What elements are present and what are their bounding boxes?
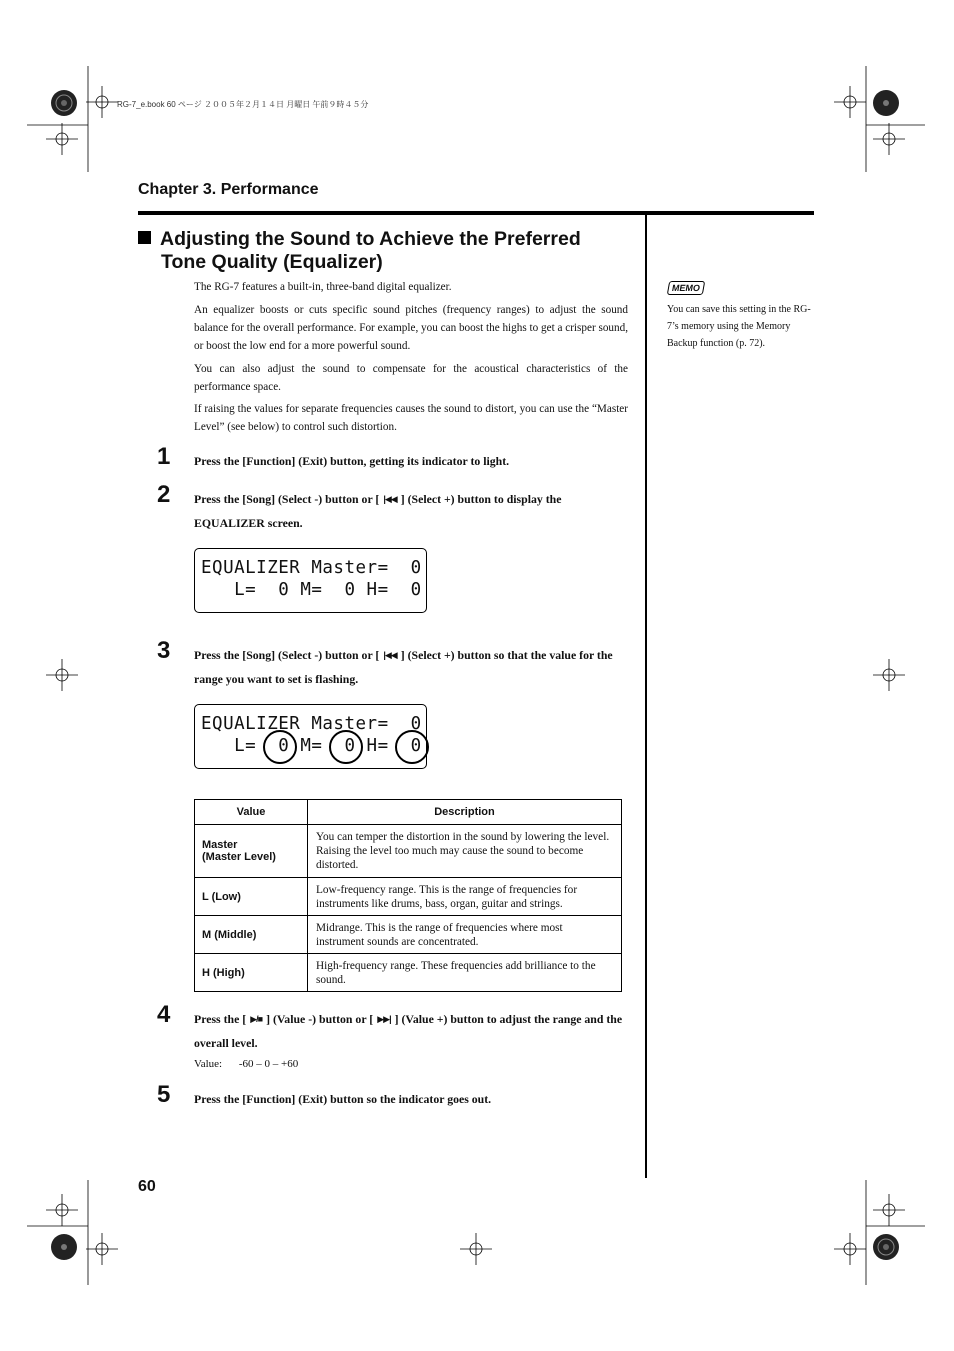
table-cell-description: You can temper the distortion in the sound by lowering the level. Raising the level too much may cause the sound to become distorted.	[308, 825, 622, 878]
print-header: RG-7_e.book 60 ページ ２００５年２月１４日 月曜日 午前９時４５分	[117, 100, 369, 109]
step-text-part: Press the [Song] (Select -) button or [	[194, 492, 380, 506]
value-range-label: Value:	[194, 1058, 223, 1070]
lcd-display-highlighted	[194, 704, 427, 769]
table-row	[195, 916, 622, 954]
table-row	[195, 878, 622, 916]
highlight-circle-mid	[329, 730, 363, 764]
column-header: Description	[308, 800, 622, 825]
memo-icon: MEMO	[667, 281, 705, 295]
paragraph: The RG-7 features a built-in, three-band digital equalizer.	[194, 281, 452, 293]
lcd-display	[194, 548, 427, 613]
table-cell-value: H (High)	[195, 954, 308, 992]
step-number: 3	[157, 637, 171, 664]
value-range	[194, 1058, 298, 1070]
paragraph: If raising the values for separate frequencies causes the sound to distort, you can use the “Master Level” (see below) to control such distortion.	[194, 403, 628, 433]
paragraph: You can also adjust the sound to compensate for the acoustical characteristics of the performance space.	[194, 363, 628, 393]
table-header-row	[195, 800, 622, 825]
table-row	[195, 825, 622, 878]
memo-text: You can save this setting in the RG-7’s memory using the Memory Backup function (p. 72).	[667, 304, 811, 349]
paragraph: An equalizer boosts or cuts specific sound pitches (frequency ranges) to adjust the sound balance for the overall performance. For example, you can boost the highs to get a crisper sound, or boost the low end for a more powerful sound.	[194, 304, 628, 352]
table-cell-value: M (Middle)	[195, 916, 308, 954]
lcd-line-1: EQUALIZER Master= 0	[201, 714, 422, 734]
step-text-part: ] (Value -) button or [	[266, 1012, 374, 1026]
step-number: 1	[157, 443, 171, 470]
table-cell-value: L (Low)	[195, 878, 308, 916]
highlight-circle-high	[395, 730, 429, 764]
previous-track-icon: |◀◀	[383, 650, 397, 660]
page-number: 60	[138, 1178, 156, 1195]
step-text-part: ] (Value +) button to adjust the range and the overall level.	[194, 1012, 623, 1050]
step-text-part: Press the [	[194, 1012, 247, 1026]
step-number: 5	[157, 1081, 171, 1108]
value-range-values: -60 – 0 – +60	[238, 1058, 299, 1070]
step-text	[194, 1007, 629, 1055]
play-stop-icon: ▶/■	[250, 1014, 263, 1024]
top-rule	[138, 211, 814, 215]
equalizer-table	[194, 799, 622, 992]
step-text: Press the [Function] (Exit) button, getting its indicator to light.	[194, 454, 510, 468]
table-cell-description: High-frequency range. These frequencies add brilliance to the sound.	[308, 954, 622, 992]
table-cell-description: Low-frequency range. This is the range of frequencies for instruments like drums, bass, organ, guitar and strings.	[308, 878, 622, 916]
highlight-circle-low	[263, 730, 297, 764]
step-number: 4	[157, 1001, 171, 1028]
lcd-line-2: L= 0 M= 0 H= 0	[201, 580, 422, 600]
section-title	[138, 228, 638, 274]
lcd-line-2: L= 0 M= 0 H= 0	[201, 736, 422, 756]
column-divider	[645, 215, 647, 1178]
column-header: Value	[195, 800, 308, 825]
step-text: Press the [Function] (Exit) button so the indicator goes out.	[194, 1092, 492, 1106]
value-line: (Master Level)	[202, 851, 276, 863]
next-track-icon: ▶▶|	[377, 1014, 391, 1024]
step-text-part: ] (Select +) button so that the value for the range you want to set is flashing.	[194, 648, 613, 686]
step-text	[194, 643, 629, 691]
title-line-2: Tone Quality (Equalizer)	[161, 251, 383, 273]
square-bullet-icon	[138, 231, 151, 244]
step-text-part: ] (Select +) button to display the EQUALIZER screen.	[194, 492, 562, 530]
step-text	[194, 487, 629, 535]
previous-track-icon: |◀◀	[383, 494, 397, 504]
table-cell-description: Midrange. This is the range of frequencies where most instrument sounds are concentrated.	[308, 916, 622, 954]
step-text-part: Press the [Song] (Select -) button or [	[194, 648, 380, 662]
chapter-heading: Chapter 3. Performance	[138, 181, 319, 198]
step-number: 2	[157, 481, 171, 508]
table-row	[195, 954, 622, 992]
table-cell-value	[195, 825, 308, 878]
lcd-line-1: EQUALIZER Master= 0	[201, 558, 422, 578]
value-line: Master	[202, 839, 238, 851]
title-line-1: Adjusting the Sound to Achieve the Preferred	[160, 228, 581, 250]
